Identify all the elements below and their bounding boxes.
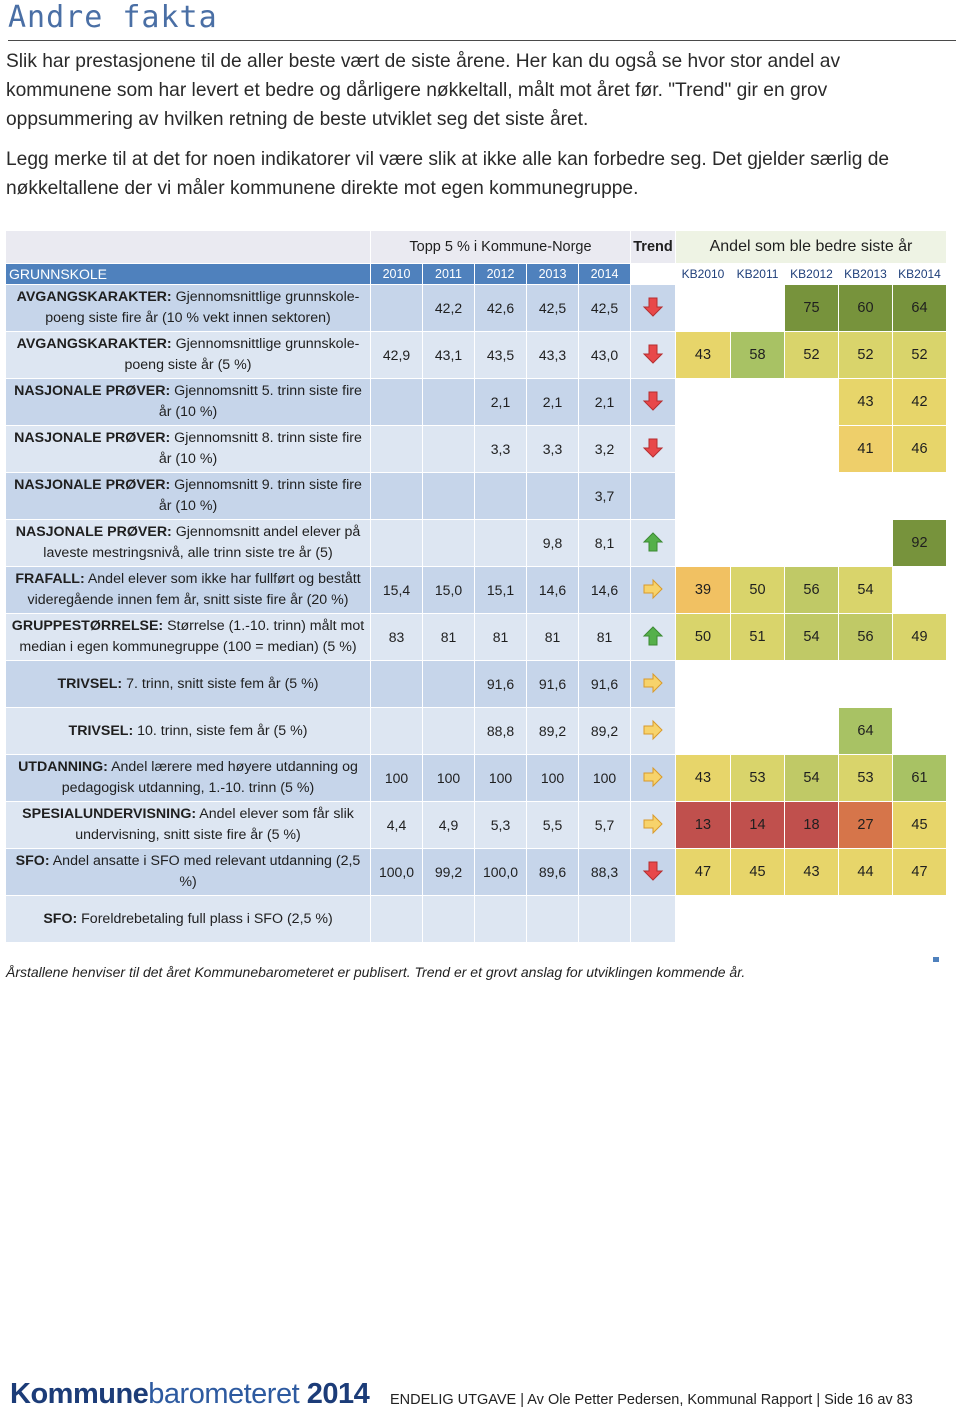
indicator-description: Gjennomsnitt 9. trinn siste fire år (10 %) <box>158 477 362 514</box>
indicator-description: Størrelse (1.-10. trinn) målt mot median i egen kommunegruppe (100 = median) (5 %) <box>19 618 365 655</box>
table-corner-mark <box>933 957 939 962</box>
topp-value: 15,0 <box>423 567 475 614</box>
year-header: 2011 <box>423 264 475 285</box>
trend-right-arrow-icon <box>642 719 664 744</box>
trend-down-arrow-icon <box>642 860 664 885</box>
topp-value: 81 <box>475 614 527 661</box>
table-row <box>6 520 947 567</box>
trend-cell <box>631 426 676 473</box>
topp-value <box>371 473 423 520</box>
indicator-description: 10. trinn, siste fem år (5 %) <box>133 722 308 739</box>
topp-value: 9,8 <box>527 520 579 567</box>
kb-value <box>893 473 947 520</box>
topp-value <box>423 473 475 520</box>
trend-cell <box>631 473 676 520</box>
trend-cell <box>631 520 676 567</box>
footnote: Årstallene henviser til det året Kommunebarometeret er publisert. Trend er et grovt anslag for utviklingen kommende år. <box>6 964 746 980</box>
indicator-category: FRAFALL: <box>15 571 85 587</box>
kb-value <box>785 426 839 473</box>
kb-value: 14 <box>731 802 785 849</box>
kb-value <box>731 896 785 943</box>
kb-value: 50 <box>676 614 731 661</box>
kb-value: 54 <box>785 755 839 802</box>
kb-value <box>785 379 839 426</box>
trend-right-arrow-icon <box>642 813 664 838</box>
kb-value <box>893 661 947 708</box>
topp-value <box>527 473 579 520</box>
kb-year-header: KB2011 <box>731 264 785 285</box>
kommunebarometer-table <box>5 230 947 943</box>
indicator-description: Gjennomsnitt 5. trinn siste fire år (10 %) <box>158 383 362 420</box>
topp-value: 100 <box>579 755 631 802</box>
topp-value: 88,8 <box>475 708 527 755</box>
kb-value <box>785 473 839 520</box>
topp-value <box>371 379 423 426</box>
kb-value: 27 <box>839 802 893 849</box>
topp-value: 100 <box>527 755 579 802</box>
topp-value: 4,9 <box>423 802 475 849</box>
kb-value <box>839 896 893 943</box>
indicator-label <box>6 802 371 849</box>
trend-cell <box>631 896 676 943</box>
topp-value <box>371 426 423 473</box>
topp-value: 3,2 <box>579 426 631 473</box>
kb-value: 42 <box>893 379 947 426</box>
topp-value: 91,6 <box>527 661 579 708</box>
kb-value: 13 <box>676 802 731 849</box>
footer-text: ENDELIG UTGAVE | Av Ole Petter Pedersen, Kommunal Rapport | Side 16 av 83 <box>390 1392 913 1408</box>
indicator-description: Gjennomsnittlige grunnskole-poeng siste år (5 %) <box>124 336 360 373</box>
table-subheader-row <box>6 264 947 285</box>
table-row <box>6 849 947 896</box>
kb-value <box>676 520 731 567</box>
topp-value: 15,1 <box>475 567 527 614</box>
trend-cell <box>631 755 676 802</box>
topp-value <box>371 708 423 755</box>
topp-value: 83 <box>371 614 423 661</box>
trend-up-arrow-icon <box>642 625 664 650</box>
kb-value: 47 <box>676 849 731 896</box>
title-divider <box>8 40 956 41</box>
kb-value: 50 <box>731 567 785 614</box>
indicator-label <box>6 520 371 567</box>
table-row <box>6 755 947 802</box>
indicator-category: NASJONALE PRØVER: <box>15 524 172 540</box>
kb-value: 52 <box>785 332 839 379</box>
kb-value: 49 <box>893 614 947 661</box>
indicator-label <box>6 896 371 943</box>
kb-value <box>893 708 947 755</box>
topp-value: 100,0 <box>371 849 423 896</box>
kb-value <box>731 379 785 426</box>
trend-down-arrow-icon <box>642 296 664 321</box>
indicator-category: NASJONALE PRØVER: <box>14 430 171 446</box>
table-row <box>6 285 947 332</box>
topp-value: 88,3 <box>579 849 631 896</box>
topp-value <box>371 520 423 567</box>
topp-value: 91,6 <box>579 661 631 708</box>
topp-value: 91,6 <box>475 661 527 708</box>
topp-value: 8,1 <box>579 520 631 567</box>
kb-value: 44 <box>839 849 893 896</box>
indicator-description: 7. trinn, snitt siste fem år (5 %) <box>122 675 319 692</box>
kb-value: 54 <box>785 614 839 661</box>
topp-value: 43,1 <box>423 332 475 379</box>
kb-value <box>893 896 947 943</box>
topp-value: 5,7 <box>579 802 631 849</box>
topp-value <box>423 661 475 708</box>
topp-value <box>371 285 423 332</box>
indicator-label <box>6 614 371 661</box>
indicator-category: SPESIALUNDERVISNING: <box>22 806 197 822</box>
indicator-label <box>6 473 371 520</box>
indicator-label <box>6 426 371 473</box>
kb-value: 61 <box>893 755 947 802</box>
trend-right-arrow-icon <box>642 578 664 603</box>
kb-value <box>731 426 785 473</box>
kb-value <box>676 896 731 943</box>
kb-value: 45 <box>893 802 947 849</box>
indicator-category: GRUPPESTØRRELSE: <box>11 618 164 634</box>
trend-header-blank <box>631 264 676 285</box>
topp-value <box>423 896 475 943</box>
kb-value: 64 <box>893 285 947 332</box>
year-header: 2010 <box>371 264 423 285</box>
table-row <box>6 708 947 755</box>
trend-cell <box>631 849 676 896</box>
topp-value: 89,2 <box>527 708 579 755</box>
trend-cell <box>631 614 676 661</box>
kb-year-header: KB2012 <box>785 264 839 285</box>
topp-value <box>371 661 423 708</box>
indicator-label <box>6 849 371 896</box>
kb-value <box>839 661 893 708</box>
topp-value <box>423 379 475 426</box>
indicator-category: AVGANGSKARAKTER: <box>16 289 172 305</box>
indicator-category: TRIVSEL: <box>68 722 134 739</box>
indicator-label <box>6 708 371 755</box>
kb-value: 39 <box>676 567 731 614</box>
kb-value <box>731 473 785 520</box>
topp-value <box>423 520 475 567</box>
kb-value <box>785 896 839 943</box>
indicator-category: TRIVSEL: <box>57 675 123 692</box>
kb-value: 45 <box>731 849 785 896</box>
topp-value: 42,2 <box>423 285 475 332</box>
kb-value <box>731 661 785 708</box>
topp-value <box>423 708 475 755</box>
kb-value: 18 <box>785 802 839 849</box>
indicator-label <box>6 285 371 332</box>
topp-value: 89,6 <box>527 849 579 896</box>
kb-value: 46 <box>893 426 947 473</box>
topp-value <box>579 896 631 943</box>
intro-paragraph: Slik har prestasjonene til de aller beste vært de siste årene. Her kan du også se hvor stor andel av kommunene som har levert et bedre og dårligere nøkkeltall, målt mot året før. "Trend" gir en grov oppsummering av hvilken retning de beste utviklet seg det siste året. <box>6 51 841 130</box>
topp-value: 43,0 <box>579 332 631 379</box>
topp-value: 89,2 <box>579 708 631 755</box>
header-topp: Topp 5 % i Kommune-Norge <box>371 231 631 264</box>
topp-value <box>527 896 579 943</box>
topp-value: 42,5 <box>527 285 579 332</box>
topp-value <box>475 520 527 567</box>
kb-value: 53 <box>839 755 893 802</box>
section-label: GRUNNSKOLE <box>6 264 371 285</box>
topp-value: 14,6 <box>579 567 631 614</box>
trend-cell <box>631 661 676 708</box>
kb-year-header: KB2014 <box>893 264 947 285</box>
kb-value <box>731 285 785 332</box>
kb-value: 52 <box>893 332 947 379</box>
table-row <box>6 332 947 379</box>
kb-value: 47 <box>893 849 947 896</box>
topp-value: 100,0 <box>475 849 527 896</box>
kb-value <box>893 567 947 614</box>
table-row <box>6 802 947 849</box>
topp-value: 100 <box>371 755 423 802</box>
indicator-description: Gjennomsnitt 8. trinn siste fire år (10 %) <box>158 430 362 467</box>
indicator-category: NASJONALE PRØVER: <box>14 383 171 399</box>
trend-cell <box>631 567 676 614</box>
topp-value: 3,7 <box>579 473 631 520</box>
kb-value: 64 <box>839 708 893 755</box>
topp-value: 42,9 <box>371 332 423 379</box>
header-blank <box>6 231 371 264</box>
topp-value: 2,1 <box>579 379 631 426</box>
topp-value <box>371 896 423 943</box>
indicator-description: Gjennomsnittlige grunnskole-poeng siste fire år (10 % vekt innen sektoren) <box>45 289 360 326</box>
kb-year-header: KB2013 <box>839 264 893 285</box>
kb-value <box>785 520 839 567</box>
trend-cell <box>631 332 676 379</box>
indicator-description: Andel lærere med høyere utdanning og pedagogisk utdanning, 1.-10. trinn (5 %) <box>61 759 358 796</box>
kb-value: 58 <box>731 332 785 379</box>
kb-value <box>839 520 893 567</box>
topp-value: 100 <box>423 755 475 802</box>
topp-value: 42,5 <box>579 285 631 332</box>
trend-up-arrow-icon <box>642 531 664 556</box>
indicator-description: Andel elever som ikke har fullført og bestått videregående innen fem år, snitt siste fire år (20 %) <box>27 571 361 608</box>
kb-value <box>676 285 731 332</box>
kb-value <box>676 426 731 473</box>
kb-value: 75 <box>785 285 839 332</box>
topp-value: 5,5 <box>527 802 579 849</box>
table-row <box>6 896 947 943</box>
topp-value <box>423 426 475 473</box>
indicator-label <box>6 567 371 614</box>
trend-down-arrow-icon <box>642 437 664 462</box>
trend-down-arrow-icon <box>642 343 664 368</box>
indicator-description: Andel elever som får slik undervisning, snitt siste fire år (5 %) <box>75 806 354 843</box>
kb-value <box>731 708 785 755</box>
indicator-label <box>6 332 371 379</box>
topp-value: 43,5 <box>475 332 527 379</box>
page-title: Andre fakta <box>8 0 218 35</box>
topp-value <box>475 473 527 520</box>
kb-value: 92 <box>893 520 947 567</box>
topp-value: 2,1 <box>475 379 527 426</box>
topp-value <box>475 896 527 943</box>
topp-value: 42,6 <box>475 285 527 332</box>
kb-value: 43 <box>676 332 731 379</box>
topp-value: 15,4 <box>371 567 423 614</box>
year-header: 2013 <box>527 264 579 285</box>
indicator-description: Andel ansatte i SFO med relevant utdanning (2,5 %) <box>49 853 361 890</box>
year-header: 2014 <box>579 264 631 285</box>
kb-value <box>731 520 785 567</box>
topp-value: 100 <box>475 755 527 802</box>
kb-value: 43 <box>676 755 731 802</box>
header-trend: Trend <box>631 231 676 264</box>
indicator-description: Foreldrebetaling full plass i SFO (2,5 %) <box>77 910 333 927</box>
table-header-row <box>6 231 947 264</box>
indicator-label <box>6 379 371 426</box>
kb-value: 43 <box>785 849 839 896</box>
kb-value: 52 <box>839 332 893 379</box>
topp-value: 5,3 <box>475 802 527 849</box>
table-row <box>6 661 947 708</box>
topp-value: 3,3 <box>527 426 579 473</box>
kb-value: 53 <box>731 755 785 802</box>
kb-value <box>785 708 839 755</box>
kb-value: 41 <box>839 426 893 473</box>
trend-down-arrow-icon <box>642 390 664 415</box>
kb-value: 54 <box>839 567 893 614</box>
kb-value <box>676 708 731 755</box>
table-row <box>6 379 947 426</box>
indicator-label <box>6 661 371 708</box>
indicator-category: NASJONALE PRØVER: <box>14 477 171 493</box>
topp-value: 3,3 <box>475 426 527 473</box>
year-header: 2012 <box>475 264 527 285</box>
trend-right-arrow-icon <box>642 766 664 791</box>
topp-value: 14,6 <box>527 567 579 614</box>
topp-value: 81 <box>423 614 475 661</box>
topp-value: 4,4 <box>371 802 423 849</box>
topp-value: 99,2 <box>423 849 475 896</box>
table-row <box>6 473 947 520</box>
indicator-label <box>6 755 371 802</box>
kb-value <box>676 379 731 426</box>
kb-value <box>839 473 893 520</box>
indicator-category: UTDANNING: <box>18 759 108 775</box>
table-row <box>6 614 947 661</box>
kb-value <box>676 473 731 520</box>
kommunebarometeret-logo: Kommunebarometeret 2014 <box>10 1378 370 1410</box>
topp-value: 81 <box>527 614 579 661</box>
indicator-category: SFO: <box>43 910 78 927</box>
kb-value <box>785 661 839 708</box>
trend-cell <box>631 708 676 755</box>
trend-cell <box>631 285 676 332</box>
indicator-category: AVGANGSKARAKTER: <box>16 336 172 352</box>
trend-right-arrow-icon <box>642 672 664 697</box>
indicator-category: SFO: <box>15 853 50 869</box>
note-paragraph: Legg merke til at det for noen indikatorer vil være slik at ikke alle kan forbedre seg. Det gjelder særlig de nøkkeltallene der vi måler kommunene direkte mot egen kommunegruppe. <box>6 149 890 199</box>
indicator-description: Gjennomsnitt andel elever på laveste mestringsnivå, alle trinn siste tre år (5) <box>43 524 361 561</box>
topp-value: 2,1 <box>527 379 579 426</box>
kb-year-header: KB2010 <box>676 264 731 285</box>
header-andel: Andel som ble bedre siste år <box>676 231 947 264</box>
kb-value: 60 <box>839 285 893 332</box>
kb-value: 56 <box>839 614 893 661</box>
kb-value: 43 <box>839 379 893 426</box>
table-row <box>6 567 947 614</box>
trend-cell <box>631 802 676 849</box>
topp-value: 43,3 <box>527 332 579 379</box>
trend-cell <box>631 379 676 426</box>
kb-value: 51 <box>731 614 785 661</box>
kb-value <box>676 661 731 708</box>
kb-value: 56 <box>785 567 839 614</box>
table-row <box>6 426 947 473</box>
topp-value: 81 <box>579 614 631 661</box>
